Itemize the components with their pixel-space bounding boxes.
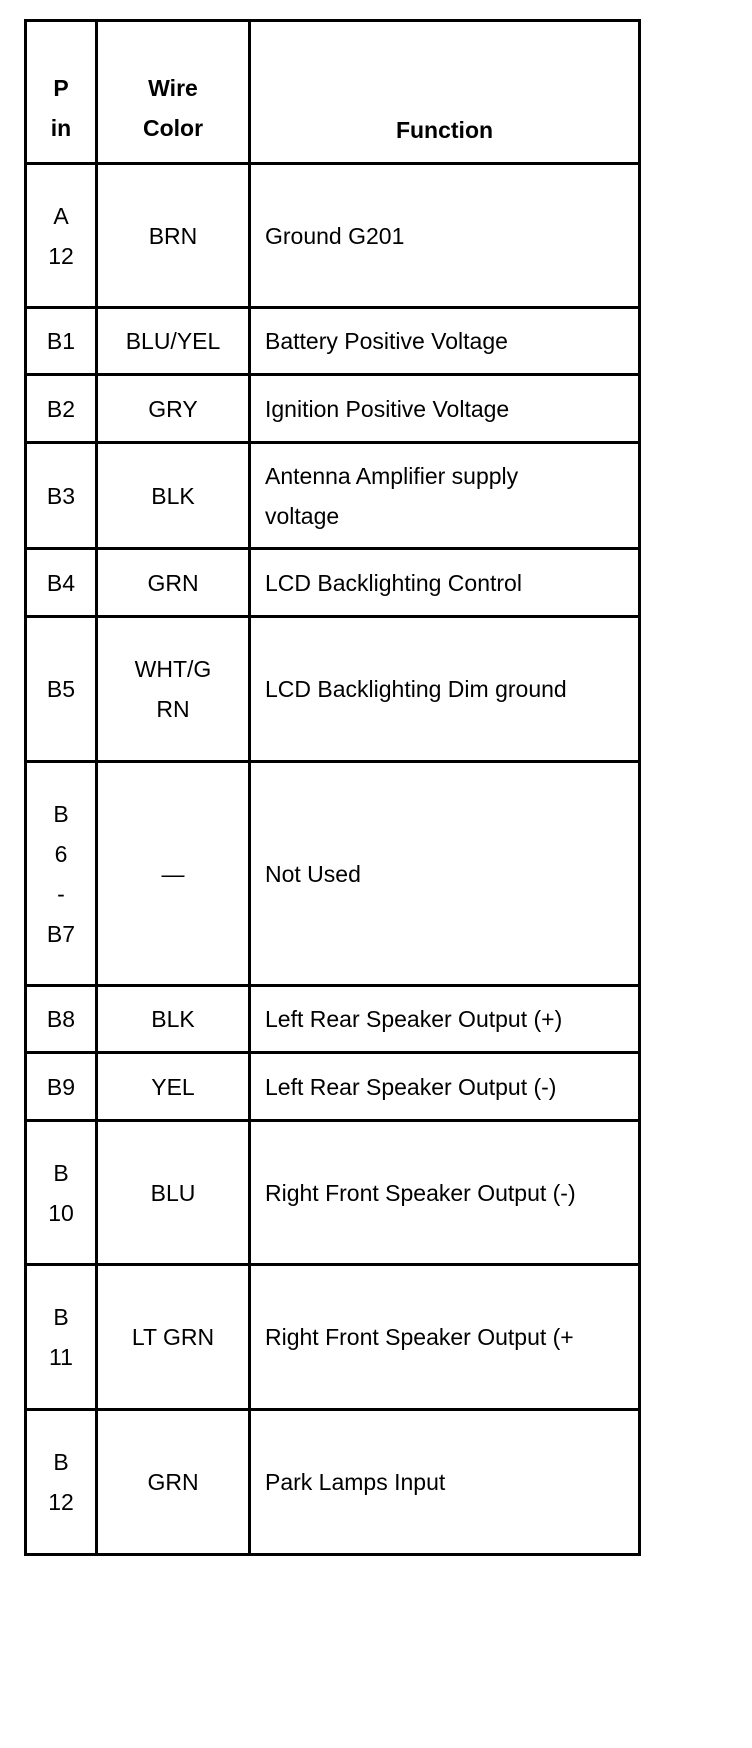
pin-cell: B 10: [26, 1121, 97, 1265]
function-cell: Right Front Speaker Output (-): [250, 1121, 640, 1265]
header-row: [26, 21, 640, 164]
table-row: [26, 308, 640, 375]
wire-color-cell: GRN: [97, 1410, 250, 1555]
pin-cell: B8: [26, 986, 97, 1053]
wire-color-cell: BLU/YEL: [97, 308, 250, 375]
function-cell: Ground G201: [250, 164, 640, 308]
function-cell: Park Lamps Input: [250, 1410, 640, 1555]
function-cell: LCD Backlighting Dim ground: [250, 617, 640, 762]
wire-color-cell: WHT/G RN: [97, 617, 250, 762]
pin-cell: B5: [26, 617, 97, 762]
table-row: [26, 549, 640, 617]
table-row: [26, 762, 640, 986]
wire-color-cell: LT GRN: [97, 1265, 250, 1410]
wire-color-cell: BRN: [97, 164, 250, 308]
pin-cell: B4: [26, 549, 97, 617]
wire-color-cell: BLU: [97, 1121, 250, 1265]
table-body: [26, 164, 640, 1555]
function-cell: Not Used: [250, 762, 640, 986]
header-wire-color: Wire Color: [97, 21, 250, 164]
table-row: [26, 1265, 640, 1410]
wire-color-cell: BLK: [97, 986, 250, 1053]
table-row: [26, 164, 640, 308]
function-cell: Left Rear Speaker Output (-): [250, 1053, 640, 1121]
wire-color-cell: —: [97, 762, 250, 986]
function-cell: LCD Backlighting Control: [250, 549, 640, 617]
function-cell: Left Rear Speaker Output (+): [250, 986, 640, 1053]
wire-color-cell: GRY: [97, 375, 250, 443]
pin-cell: B 6 - B7: [26, 762, 97, 986]
table-row: [26, 1053, 640, 1121]
wire-color-cell: YEL: [97, 1053, 250, 1121]
pin-cell: A 12: [26, 164, 97, 308]
pin-cell: B1: [26, 308, 97, 375]
function-cell: Ignition Positive Voltage: [250, 375, 640, 443]
table-row: [26, 1410, 640, 1555]
function-cell: Antenna Amplifier supply voltage: [250, 443, 640, 549]
pin-cell: B 12: [26, 1410, 97, 1555]
header-function: Function: [250, 21, 640, 164]
table-row: [26, 986, 640, 1053]
function-cell: Battery Positive Voltage: [250, 308, 640, 375]
pin-table: [24, 19, 641, 1556]
table-row: [26, 443, 640, 549]
pin-cell: B3: [26, 443, 97, 549]
function-cell: Right Front Speaker Output (+: [250, 1265, 640, 1410]
table-row: [26, 617, 640, 762]
table-header: [26, 21, 640, 164]
header-pin: P in: [26, 21, 97, 164]
table-row: [26, 375, 640, 443]
pin-cell: B9: [26, 1053, 97, 1121]
pin-cell: B 11: [26, 1265, 97, 1410]
wire-color-cell: GRN: [97, 549, 250, 617]
pin-cell: B2: [26, 375, 97, 443]
wire-color-cell: BLK: [97, 443, 250, 549]
table-row: [26, 1121, 640, 1265]
